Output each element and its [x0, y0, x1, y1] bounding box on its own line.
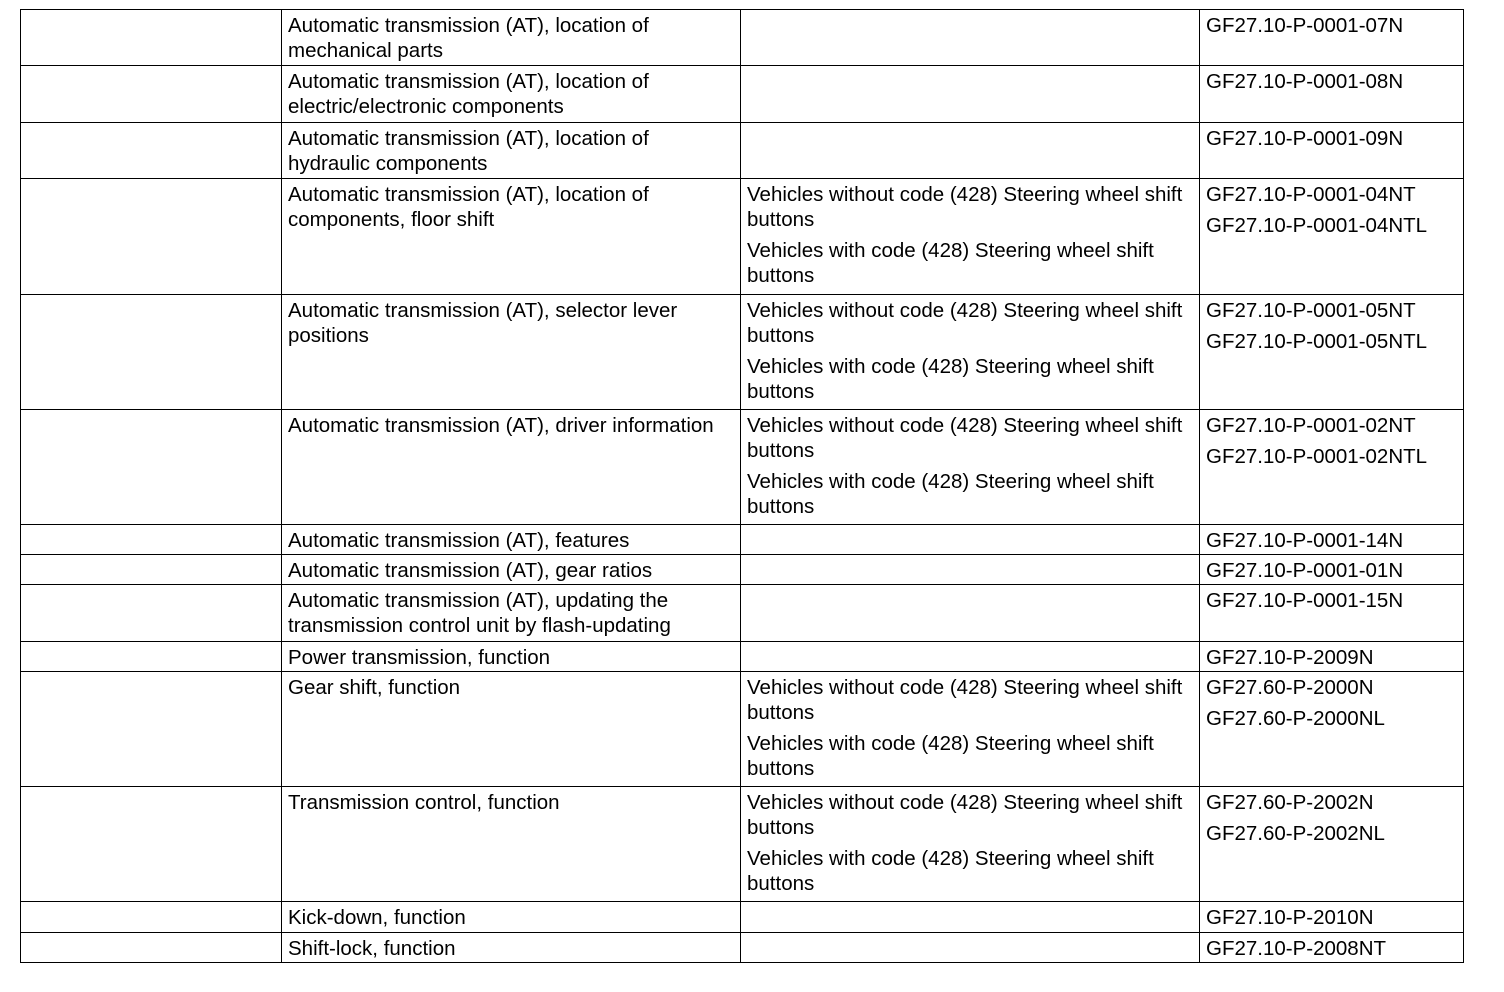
empty-cell: [21, 932, 282, 962]
condition-cell: [741, 585, 1200, 641]
document-code-cell: [1200, 524, 1464, 554]
vehicle-condition: [747, 588, 1193, 613]
document-code: GF27.10-P-0001-08N: [1206, 70, 1404, 94]
document-title: Automatic transmission (AT), features: [288, 528, 630, 552]
document-title-cell: [282, 66, 741, 122]
empty-cell: [21, 641, 282, 671]
empty-cell: [21, 179, 282, 294]
document-code: GF27.10-P-0001-15N: [1206, 589, 1404, 613]
empty-cell: [21, 10, 282, 66]
vehicle-condition: [747, 528, 1193, 553]
document-title-cell: [282, 179, 741, 294]
document-code-cell: [1200, 641, 1464, 671]
empty-cell: [21, 787, 282, 902]
document-code: GF27.10-P-0001-02NTL: [1206, 444, 1428, 468]
document-title: Automatic transmission (AT), driver information: [288, 413, 714, 437]
condition-cell: [741, 787, 1200, 902]
empty-cell: [21, 902, 282, 932]
empty-cell: [21, 66, 282, 122]
condition-cell: [741, 902, 1200, 932]
document-code-cell: [1200, 554, 1464, 584]
condition-cell: [741, 524, 1200, 554]
document-code-cell: [1200, 585, 1464, 641]
condition-cell: [741, 66, 1200, 122]
vehicle-condition: Vehicles without code (428) Steering wheel shift buttons: [747, 676, 1183, 725]
table-body: [21, 10, 1464, 963]
document-title-cell: [282, 672, 741, 787]
empty-cell: [21, 294, 282, 409]
empty-cell: [21, 554, 282, 584]
table-row: [21, 122, 1464, 178]
document-code: GF27.60-P-2000N: [1206, 676, 1374, 700]
table-row: [21, 524, 1464, 554]
document-title: Automatic transmission (AT), location of electric/electronic components: [288, 70, 649, 119]
vehicle-condition: Vehicles with code (428) Steering wheel shift buttons: [747, 732, 1154, 781]
document-title: Automatic transmission (AT), selector lever positions: [288, 298, 678, 347]
document-title: Automatic transmission (AT), updating the transmission control unit by flash-updating: [288, 589, 671, 638]
document-title: Automatic transmission (AT), location of mechanical parts: [288, 14, 649, 62]
document-code: GF27.10-P-0001-04NT: [1206, 183, 1416, 207]
document-code-cell: [1200, 672, 1464, 787]
document-code: GF27.10-P-2009N: [1206, 645, 1374, 669]
table-row: [21, 409, 1464, 524]
document-title-cell: [282, 585, 741, 641]
document-code: GF27.10-P-0001-02NT: [1206, 413, 1416, 437]
document-title: Power transmission, function: [288, 645, 551, 669]
document-code: GF27.60-P-2000NL: [1206, 707, 1385, 731]
table-row: [21, 585, 1464, 641]
table-row: [21, 66, 1464, 122]
document-title: Automatic transmission (AT), location of hydraulic components: [288, 126, 649, 175]
vehicle-condition: [747, 936, 1193, 961]
document-code-cell: [1200, 902, 1464, 932]
table-row: [21, 179, 1464, 294]
document-code: GF27.10-P-2008NT: [1206, 936, 1387, 960]
table-row: [21, 787, 1464, 902]
empty-cell: [21, 585, 282, 641]
document-title: Shift-lock, function: [288, 936, 456, 960]
vehicle-condition: Vehicles without code (428) Steering wheel shift buttons: [747, 183, 1183, 232]
document-title-cell: [282, 122, 741, 178]
vehicle-condition: [747, 13, 1193, 38]
condition-cell: [741, 294, 1200, 409]
vehicle-condition: [747, 69, 1193, 94]
condition-cell: [741, 409, 1200, 524]
document-title-cell: [282, 641, 741, 671]
vehicle-condition: [747, 126, 1193, 151]
document-code: GF27.60-P-2002NL: [1206, 822, 1385, 846]
empty-cell: [21, 524, 282, 554]
table-row: [21, 932, 1464, 962]
document-code: GF27.10-P-0001-05NTL: [1206, 329, 1428, 353]
vehicle-condition: [747, 905, 1193, 930]
document-code-cell: [1200, 787, 1464, 902]
document-title: Automatic transmission (AT), gear ratios: [288, 558, 653, 582]
document-title-cell: [282, 932, 741, 962]
table-row: [21, 641, 1464, 671]
condition-cell: [741, 932, 1200, 962]
vehicle-condition: Vehicles with code (428) Steering wheel shift buttons: [747, 847, 1154, 896]
vehicle-condition: Vehicles with code (428) Steering wheel shift buttons: [747, 354, 1154, 403]
document-code: GF27.10-P-2010N: [1206, 906, 1374, 930]
vehicle-condition: [747, 558, 1193, 583]
empty-cell: [21, 122, 282, 178]
document-code-cell: [1200, 10, 1464, 66]
document-code-cell: [1200, 294, 1464, 409]
document-code-cell: [1200, 932, 1464, 962]
document-title-cell: [282, 787, 741, 902]
document-title-cell: [282, 294, 741, 409]
table-row: [21, 294, 1464, 409]
document-code-cell: [1200, 122, 1464, 178]
condition-cell: [741, 179, 1200, 294]
document-title-cell: [282, 409, 741, 524]
empty-cell: [21, 672, 282, 787]
document-code: GF27.10-P-0001-05NT: [1206, 298, 1416, 322]
vehicle-condition: Vehicles without code (428) Steering wheel shift buttons: [747, 413, 1183, 462]
document-code: GF27.10-P-0001-04NTL: [1206, 214, 1428, 238]
vehicle-condition: [747, 645, 1193, 670]
document-code-cell: [1200, 66, 1464, 122]
document-code-cell: [1200, 179, 1464, 294]
document-title: Kick-down, function: [288, 906, 466, 930]
condition-cell: [741, 641, 1200, 671]
table-row: [21, 10, 1464, 66]
document-title-cell: [282, 902, 741, 932]
document-title-cell: [282, 554, 741, 584]
document-title-cell: [282, 524, 741, 554]
table-row: [21, 672, 1464, 787]
document-title: Automatic transmission (AT), location of components, floor shift: [288, 183, 649, 232]
document-title: Gear shift, function: [288, 676, 461, 700]
table-row: [21, 902, 1464, 932]
condition-cell: [741, 122, 1200, 178]
document-title-cell: [282, 10, 741, 66]
table-row: [21, 554, 1464, 584]
document-code: GF27.10-P-0001-01N: [1206, 558, 1404, 582]
document-table: [20, 9, 1464, 963]
document-code: GF27.10-P-0001-09N: [1206, 126, 1404, 150]
document-title: Transmission control, function: [288, 791, 560, 815]
vehicle-condition: Vehicles with code (428) Steering wheel shift buttons: [747, 469, 1154, 518]
document-code: GF27.60-P-2002N: [1206, 791, 1374, 815]
vehicle-condition: Vehicles with code (428) Steering wheel shift buttons: [747, 239, 1154, 288]
condition-cell: [741, 672, 1200, 787]
condition-cell: [741, 554, 1200, 584]
empty-cell: [21, 409, 282, 524]
vehicle-condition: Vehicles without code (428) Steering wheel shift buttons: [747, 791, 1183, 840]
document-code: GF27.10-P-0001-14N: [1206, 528, 1404, 552]
condition-cell: [741, 10, 1200, 66]
vehicle-condition: Vehicles without code (428) Steering wheel shift buttons: [747, 298, 1183, 347]
document-code-cell: [1200, 409, 1464, 524]
document-code: GF27.10-P-0001-07N: [1206, 14, 1404, 37]
